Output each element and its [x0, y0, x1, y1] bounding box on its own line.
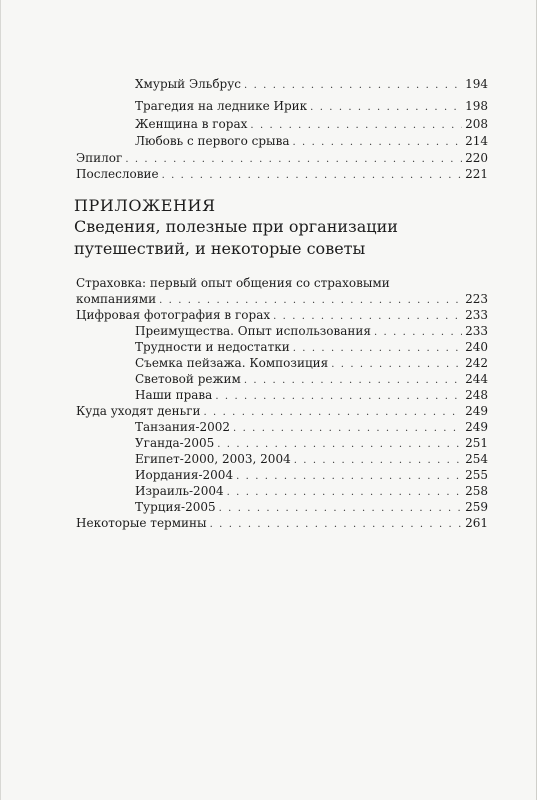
toc-entry-page: 244 [465, 372, 488, 386]
toc-entry [135, 99, 488, 115]
toc-entry-title: Куда уходят деньги [76, 404, 201, 418]
toc-entry-title: Эпилог [76, 151, 123, 165]
toc-entry [135, 340, 488, 356]
toc-entry [135, 77, 488, 93]
leader-dots [294, 454, 462, 468]
toc-entry-page: 248 [465, 388, 488, 402]
toc-entry-page: 242 [465, 356, 488, 370]
toc-entry-title: Преимущества. Опыт использования [135, 324, 371, 338]
toc-entry-page: 220 [465, 151, 488, 165]
toc-entry-title: Израиль-2004 [135, 484, 224, 498]
toc-entry-title: Хмурый Эльбрус [135, 77, 242, 91]
leader-dots [244, 79, 462, 93]
toc-entry [135, 500, 488, 516]
leader-dots [203, 406, 462, 420]
leader-dots [217, 438, 462, 452]
leader-dots [293, 136, 463, 150]
toc-entry-page: 214 [465, 134, 488, 148]
leader-dots [233, 422, 462, 436]
leader-dots [331, 358, 462, 372]
toc-entry [76, 292, 488, 308]
toc-entry-title: Наши права [135, 388, 213, 402]
toc-entry-title: Танзания-2002 [135, 420, 231, 434]
toc-entry [76, 404, 488, 420]
toc-entry [135, 468, 488, 484]
toc-entry [135, 436, 488, 452]
toc-entry-page: 221 [465, 167, 488, 181]
toc-entry-page: 249 [465, 420, 488, 434]
toc-entry-page: 251 [465, 436, 488, 450]
toc-entry-page: 198 [465, 99, 488, 113]
toc-entry [135, 117, 488, 133]
toc-entry [135, 388, 488, 404]
toc-entry-page: 208 [465, 117, 488, 131]
appendix-subtitle-line2: путешествий, и некоторые советы [74, 239, 366, 258]
toc-entry-page: 194 [465, 77, 488, 91]
toc-entry-page: 233 [465, 308, 488, 322]
toc-entry-page: 261 [465, 516, 488, 530]
toc-entry-title: Египет-2000, 2003, 2004 [135, 452, 291, 466]
toc-entry-title: Некоторые термины [76, 516, 207, 530]
toc-entry-title: Женщина в горах [135, 117, 248, 131]
leader-dots [273, 310, 462, 324]
leader-dots [125, 153, 462, 167]
toc-entry-page: 259 [465, 500, 488, 514]
toc-entry [135, 372, 488, 388]
leader-dots [227, 486, 463, 500]
toc-entry-page: 240 [465, 340, 488, 354]
leader-dots [310, 101, 462, 115]
toc-entry-page: 254 [465, 452, 488, 466]
toc-entry-title: Послесловие [76, 167, 159, 181]
toc-entry [135, 452, 488, 468]
toc-entry [76, 516, 488, 532]
toc-entry-title: Иордания-2004 [135, 468, 234, 482]
appendix-subtitle-line1: Сведения, полезные при организации [74, 217, 398, 236]
toc-entry-title: Уганда-2005 [135, 436, 215, 450]
toc-entry [135, 134, 488, 150]
toc-entry-title: Любовь с первого срыва [135, 134, 290, 148]
toc-entry [135, 420, 488, 436]
leader-dots [159, 294, 462, 308]
toc-entry [135, 324, 488, 340]
toc-entry-page: 249 [465, 404, 488, 418]
toc-entry-page: 233 [465, 324, 488, 338]
toc-entry-page: 258 [465, 484, 488, 498]
leader-dots [236, 470, 462, 484]
leader-dots [215, 390, 462, 404]
toc-entry-title: Цифровая фотография в горах [76, 308, 271, 322]
leader-dots [250, 119, 462, 133]
leader-dots [374, 326, 462, 340]
toc-entry-title: Съемка пейзажа. Композиция [135, 356, 329, 370]
toc-entry [135, 356, 488, 372]
toc-entry-page: 223 [465, 292, 488, 306]
toc-entry-title: Трудности и недостатки [135, 340, 290, 354]
toc-entry [76, 308, 488, 324]
leader-dots [219, 502, 462, 516]
leader-dots [162, 169, 463, 183]
toc-entry-title: компаниями [76, 292, 157, 306]
toc-entry [135, 484, 488, 500]
toc-entry-page: 255 [465, 468, 488, 482]
toc-entry-title-line1: Страховка: первый опыт общения со страховыми [76, 276, 390, 290]
appendix-heading: ПРИЛОЖЕНИЯ [74, 196, 216, 215]
leader-dots [210, 518, 462, 532]
toc-entry-title: Световой режим [135, 372, 241, 386]
leader-dots [244, 374, 462, 388]
toc-entry [76, 167, 488, 183]
toc-entry [76, 151, 488, 167]
toc-entry-title: Трагедия на леднике Ирик [135, 99, 308, 113]
leader-dots [293, 342, 462, 356]
toc-entry-title: Турция-2005 [135, 500, 216, 514]
